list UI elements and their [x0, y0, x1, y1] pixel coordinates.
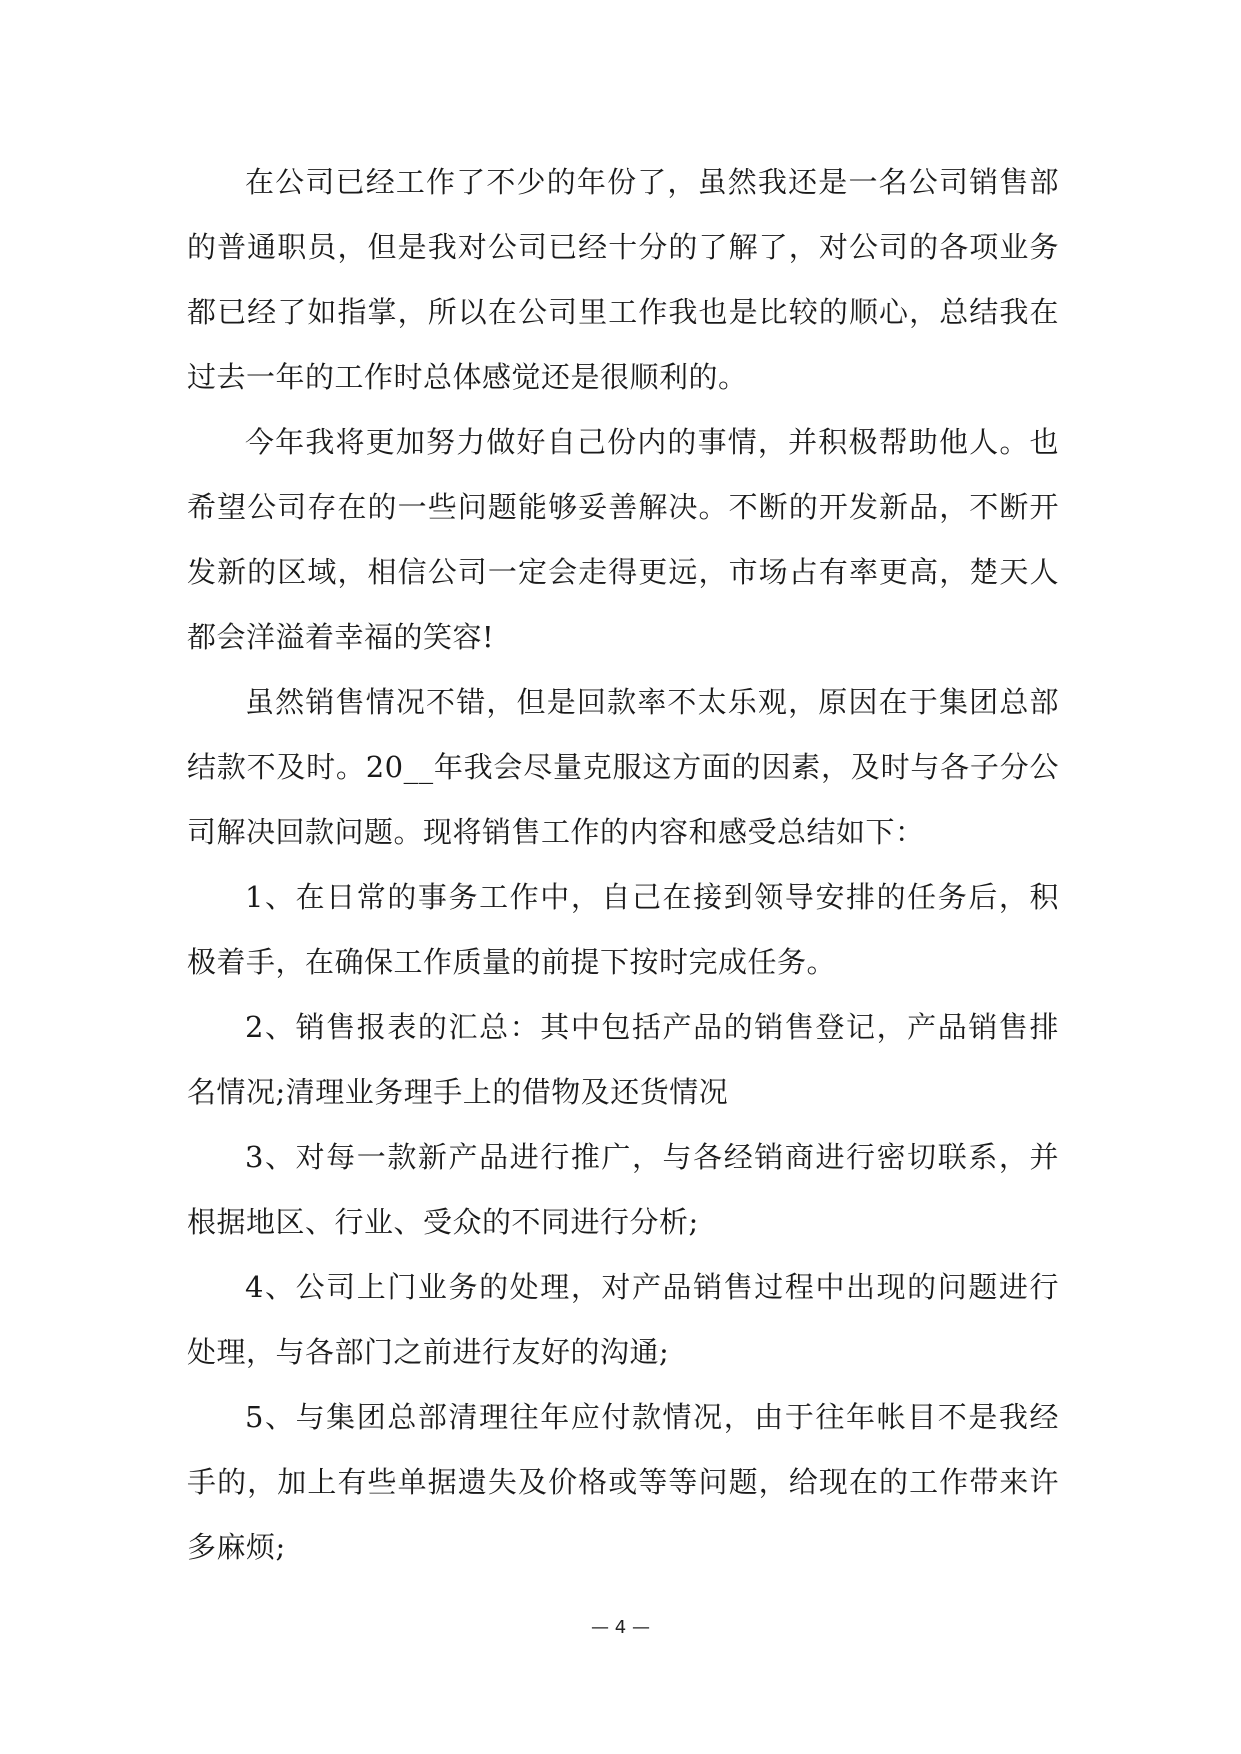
paragraph-sales-summary: 虽然销售情况不错，但是回款率不太乐观，原因在于集团总部结款不及时。20__年我会尽量克服这方面的因素，及时与各子分公司解决回款问题。现将销售工作的内容和感受总结如下： [187, 685, 1059, 849]
document-body [187, 150, 1059, 1580]
paragraph-plan: 今年我将更加努力做好自己份内的事情，并积极帮助他人。也希望公司存在的一些问题能够妥善解决。不断的开发新品，不断开发新的区域，相信公司一定会走得更远，市场占有率更高，楚天人都会洋溢着幸福的笑容! [187, 425, 1059, 654]
list-item-2: 2、销售报表的汇总：其中包括产品的销售登记，产品销售排名情况;清理业务理手上的借物及还货情况 [187, 1010, 1059, 1109]
list-item-1: 1、在日常的事务工作中，自己在接到领导安排的任务后，积极着手，在确保工作质量的前提下按时完成任务。 [187, 880, 1059, 979]
page-number: — 4 — [591, 1617, 650, 1638]
list-item-4: 4、公司上门业务的处理，对产品销售过程中出现的问题进行处理，与各部门之前进行友好的沟通; [187, 1270, 1059, 1369]
paragraph-intro: 在公司已经工作了不少的年份了，虽然我还是一名公司销售部的普通职员，但是我对公司已经十分的了解了，对公司的各项业务都已经了如指掌，所以在公司里工作我也是比较的顺心，总结我在过去一年的工作时总体感觉还是很顺利的。 [187, 165, 1059, 394]
list-item-5: 5、与集团总部清理往年应付款情况，由于往年帐目不是我经手的，加上有些单据遗失及价格或等等问题，给现在的工作带来许多麻烦; [187, 1400, 1059, 1564]
list-item-3: 3、对每一款新产品进行推广，与各经销商进行密切联系，并根据地区、行业、受众的不同进行分析; [187, 1140, 1059, 1239]
